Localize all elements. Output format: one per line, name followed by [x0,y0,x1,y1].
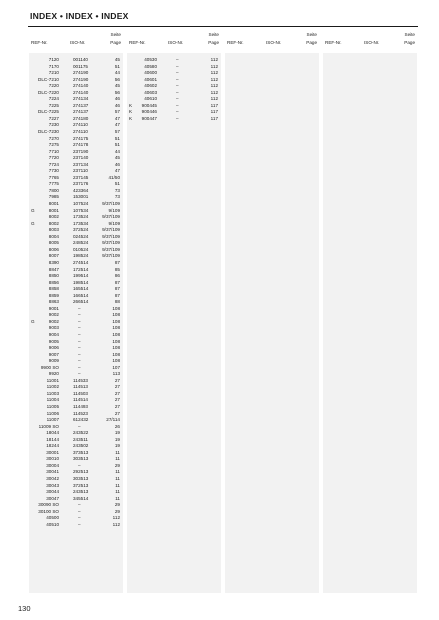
row-ref-number: 7210 [48,70,59,76]
row-ref-number: 11002 [46,384,59,390]
row-ref-number: 900446 [141,109,157,115]
row-page: 51 [114,135,120,141]
row-ref-number: 9009 [48,358,59,364]
row-ref-number: 7120 [48,57,59,62]
row-ref-number: 18044 [46,430,59,436]
row-prefix: G [31,207,35,213]
row-iso-number: – [78,423,81,429]
row-iso-number: – [78,502,81,508]
row-page: 73 [114,194,120,200]
row-ref-number: 30047 [46,495,59,501]
row-ref-number: 9002 [48,312,59,318]
row-iso-number: 274140 [73,89,89,95]
column-panel [225,53,319,593]
row-iso-number: 114493 [73,403,88,409]
row-iso-number: 173524 [73,214,89,220]
row-page: 45 [114,155,120,161]
row-iso-number: 237140 [73,155,89,161]
row-iso-number: – [176,89,179,95]
header-seite: Seite [110,32,121,37]
row-iso-number: 010524 [73,246,89,252]
row-ref-number: 11003 [46,390,59,396]
row-ref-number: 8005 [48,240,59,246]
row-page: 29 [114,502,120,508]
row-page: 112 [112,521,120,527]
row-ref-number: 8850 [48,273,59,279]
row-page: 11 [115,482,120,488]
row-page: 27 [114,397,120,403]
row-ref-number: 11001 [46,377,59,383]
row-iso-number: 199514 [73,273,89,279]
row-ref-number: 9002 [48,318,59,324]
row-iso-number: 274137 [73,109,89,115]
row-prefix: G [31,318,35,324]
row-iso-number: 237145 [73,174,89,180]
row-iso-number: – [78,312,81,318]
page-number: 130 [18,604,31,613]
row-page: 87 [114,259,120,265]
row-ref-number: 7724 [48,161,59,167]
row-ref-number: 30041 [46,469,59,475]
row-prefix: K [129,109,133,115]
row-ref-number: 9900 SO [40,364,59,370]
row-page: 46 [114,102,120,108]
row-page: 108 [112,331,120,337]
column-header [28,31,124,49]
row-ref-number: 7710 [48,148,59,154]
row-page: 51 [114,181,120,187]
row-ref-number: 7230 [48,122,59,128]
row-iso-number: 107534 [73,207,89,213]
row-page: 11 [115,469,120,475]
row-iso-number: 274190 [73,70,89,76]
row-page: 108 [112,351,120,357]
row-iso-number: 114523 [73,410,88,416]
column-header [224,31,320,49]
column-panel [127,53,221,593]
row-iso-number: – [176,102,179,108]
column-panel [323,53,417,593]
row-ref-number: 9003 [48,325,59,331]
row-iso-number: – [176,63,179,69]
row-iso-number: 243511 [73,436,88,442]
row-page: 108 [112,325,120,331]
row-page: 9/37/109 [102,214,120,220]
row-ref-number: 9006 [48,345,59,351]
row-iso-number: 274514 [73,259,89,265]
row-ref-number: 40600 [144,70,157,76]
row-ref-number: 40603 [144,89,157,95]
row-iso-number: 107524 [73,201,89,207]
row-page: 112 [112,515,120,521]
row-ref-number: 30004 [46,462,59,468]
row-ref-number: 7985 [48,194,59,200]
row-iso-number: 237176 [73,181,89,187]
row-ref-number: 40602 [144,83,157,89]
row-page: 108 [112,338,120,344]
row-page: 11 [115,449,120,455]
row-ref-number: 7224 [48,96,59,102]
row-ref-number: 30043 [46,482,59,488]
row-ref-number: 30042 [46,476,59,481]
row-page: 112 [210,89,218,95]
row-iso-number: 165514 [73,286,89,292]
row-ref-number: 900445 [141,102,157,108]
row-iso-number: 274180 [73,115,89,121]
row-page: 9/37/109 [102,253,120,259]
header-seite: Seite [404,32,415,37]
row-page: 19 [114,436,120,442]
row-page: 9/37/109 [102,233,120,239]
row-page: 51 [114,142,120,148]
row-page: 85 [114,266,120,272]
row-iso-number: – [176,96,179,102]
row-ref-number: DLC-7210 [38,76,59,82]
row-page: 11 [115,489,120,495]
row-page: 87 [114,292,120,298]
row-page: 112 [210,70,218,76]
row-page: 46 [114,161,120,167]
row-iso-number: – [176,76,179,82]
header-iso: ISO-Nr. [70,40,86,45]
index-title: INDEX • INDEX • INDEX [30,11,129,21]
row-iso-number: – [78,318,81,324]
row-ref-number: 30090 SO [38,502,59,508]
row-ref-number: 11005 [46,403,59,409]
row-iso-number: 243522 [73,430,89,436]
row-iso-number: – [176,115,179,121]
row-ref-number: 7275 [48,142,59,148]
row-page: 108 [112,305,120,311]
row-iso-number: – [78,351,81,357]
row-prefix: G [31,220,35,226]
row-page: 112 [210,57,218,62]
row-iso-number: 292513 [73,469,89,475]
row-page: 9/37/109 [102,246,120,252]
row-page: 56 [114,76,120,82]
row-page: 11 [115,456,120,462]
row-ref-number: 7730 [48,168,59,174]
row-iso-number: – [78,515,81,521]
row-iso-number: 423364 [73,187,89,193]
row-page: 87 [114,286,120,292]
row-page: 112 [210,76,218,82]
row-page: 117 [210,115,218,121]
row-ref-number: 8007 [48,253,59,259]
row-ref-number: 8863 [48,299,59,305]
row-page: 27 [114,377,120,383]
row-ref-number: 30100 SO [38,508,59,514]
column-header [126,31,222,49]
row-iso-number: 114533 [73,377,88,383]
row-iso-number: 274137 [73,102,89,108]
row-ref-number: 8006 [48,246,59,252]
row-iso-number: – [176,57,179,62]
row-page: 27 [114,410,120,416]
column-header [322,31,418,49]
row-iso-number: 237190 [73,148,89,154]
row-ref-number: DLC-7230 [38,129,59,135]
row-ref-number: 9005 [48,338,59,344]
row-prefix: K [129,102,133,108]
row-ref-number: 8856 [48,279,59,285]
row-ref-number: DLC-7220 [38,89,59,95]
row-page: 112 [210,96,218,102]
row-iso-number: 166514 [73,292,89,298]
row-page: 45 [114,57,120,62]
row-page: 19 [114,443,120,449]
row-page: 9/109 [108,207,120,213]
row-page: 11 [115,495,120,501]
row-iso-number: 114513 [73,384,88,390]
row-ref-number: 30010 [46,456,59,462]
row-iso-number: – [78,305,81,311]
row-page: 73 [114,187,120,193]
header-ref: REF-Nr. [325,40,342,45]
header-seite: Seite [306,32,317,37]
row-iso-number: 001175 [73,63,88,69]
row-ref-number: 8858 [48,286,59,292]
row-page: 9/37/109 [102,240,120,246]
row-ref-number: 11009 SO [38,423,59,429]
row-iso-number: 237134 [73,161,89,167]
row-iso-number: 274134 [73,96,89,102]
row-ref-number: 9004 [48,331,59,337]
row-iso-number: – [78,358,81,364]
index-column [28,57,124,528]
row-ref-number: 7170 [48,63,59,69]
row-ref-number: 18244 [46,443,59,449]
row-page: 27 [114,390,120,396]
row-ref-number: DLC-7225 [38,109,59,115]
row-iso-number: 274190 [73,76,89,82]
row-ref-number: 11006 [46,410,59,416]
row-page: 108 [112,358,120,364]
row-iso-number: 345514 [73,495,89,501]
row-page: 27 [114,384,120,390]
row-iso-number: – [176,83,179,89]
row-page: 47 [114,122,120,128]
row-ref-number: 40580 [144,63,157,69]
row-page: 41/50 [108,174,120,180]
row-ref-number: 40530 [144,57,157,62]
row-ref-number: 40500 [46,515,59,521]
row-page: 86 [114,273,120,279]
row-ref-number: 7800 [48,187,59,193]
row-iso-number: – [78,508,81,514]
row-page: 29 [114,508,120,514]
row-ref-number: 18144 [46,436,59,442]
row-page: 108 [112,312,120,318]
row-ref-number: 7227 [48,115,59,121]
row-iso-number: 274175 [73,135,89,141]
row-ref-number: 7270 [48,135,59,141]
header-ref: REF-Nr. [227,40,244,45]
row-iso-number: – [78,338,81,344]
row-ref-number: 7775 [48,181,59,187]
row-iso-number: 274140 [73,83,89,89]
row-iso-number: 612432 [73,417,89,423]
row-iso-number: 114514 [73,397,88,403]
row-ref-number: 11007 [46,417,59,423]
index-row [126,116,222,123]
row-page: 56 [114,89,120,95]
row-iso-number: 243502 [73,443,89,449]
row-page: 11 [115,476,120,481]
header-page: Page [208,40,219,45]
row-ref-number: 9001 [48,305,59,311]
row-iso-number: – [78,331,81,337]
row-ref-number: 8004 [48,233,59,239]
row-iso-number: 198514 [73,279,89,285]
row-iso-number: 303513 [73,476,89,481]
row-page: 47 [114,115,120,121]
row-page: 88 [114,299,120,305]
row-page: 113 [112,371,120,377]
row-ref-number: 8003 [48,227,59,233]
row-iso-number: 172514 [73,266,89,272]
header-iso: ISO-Nr. [168,40,184,45]
header-ref: REF-Nr. [129,40,146,45]
index-row [28,522,124,529]
row-page: 29 [114,462,120,468]
header-iso: ISO-Nr. [266,40,282,45]
header-page: Page [404,40,415,45]
row-ref-number: 8001 [48,207,59,213]
row-ref-number: 40610 [144,96,157,102]
row-iso-number: 173534 [73,220,89,226]
index-column [126,57,222,122]
row-ref-number: 30001 [46,449,59,455]
row-iso-number: 198524 [73,253,89,259]
row-page: 19 [114,430,120,436]
row-ref-number: 8001 [48,201,59,207]
row-page: 112 [210,63,218,69]
row-page: 44 [114,148,120,154]
row-iso-number: 274110 [73,129,88,135]
row-ref-number: 40601 [144,76,157,82]
row-page: 26 [114,423,120,429]
row-iso-number: 114503 [73,390,88,396]
row-page: 108 [112,345,120,351]
row-page: 51 [114,63,120,69]
row-ref-number: 11004 [46,397,59,403]
row-ref-number: 8859 [48,292,59,298]
row-page: 117 [210,102,218,108]
row-iso-number: 372524 [73,227,89,233]
row-page: 57 [114,109,120,115]
row-ref-number: 7220 [48,83,59,89]
row-iso-number: – [176,109,179,115]
header-iso: ISO-Nr. [364,40,380,45]
header-seite: Seite [208,32,219,37]
row-ref-number: 7720 [48,155,59,161]
row-ref-number: 7765 [48,174,59,180]
row-iso-number: 266514 [73,299,89,305]
row-ref-number: 8002 [48,220,59,226]
row-ref-number: 8390 [48,259,59,265]
row-page: 87 [114,279,120,285]
row-page: 117 [210,109,218,115]
row-ref-number: 40510 [46,521,59,527]
row-iso-number: – [78,345,81,351]
header-page: Page [110,40,121,45]
row-page: 9/37/109 [102,201,120,207]
row-page: 27/114 [106,417,120,423]
row-iso-number: 024524 [73,233,89,239]
row-iso-number: 373513 [73,449,89,455]
row-ref-number: 9007 [48,351,59,357]
row-iso-number: 372513 [73,482,89,488]
row-page: 107 [112,364,120,370]
row-iso-number: 153001 [73,194,89,200]
row-iso-number: 303513 [73,456,89,462]
row-iso-number: – [78,521,81,527]
row-page: 9/37/109 [102,227,120,233]
row-page: 27 [114,403,120,409]
row-iso-number: – [78,364,81,370]
row-page: 108 [112,318,120,324]
row-page: 45 [114,83,120,89]
row-iso-number: 243513 [73,489,89,495]
row-ref-number: 8847 [48,266,59,272]
row-page: 47 [114,168,120,174]
row-page: 44 [114,70,120,76]
row-iso-number: 001140 [73,57,88,62]
row-iso-number: – [176,70,179,76]
row-iso-number: – [78,462,81,468]
row-iso-number: – [78,371,81,377]
index-title-bar [28,10,418,27]
row-iso-number: 274178 [73,142,89,148]
row-ref-number: 900447 [141,115,157,121]
row-ref-number: 8002 [48,214,59,220]
row-prefix: K [129,115,133,121]
row-page: 112 [210,83,218,89]
row-iso-number: 274110 [73,122,88,128]
row-ref-number: 30044 [46,489,59,495]
row-iso-number: – [78,325,81,331]
row-ref-number: 7225 [48,102,59,108]
row-iso-number: 237110 [73,168,88,174]
row-ref-number: 9920 [48,371,59,377]
row-page: 57 [114,129,120,135]
row-iso-number: 248524 [73,240,89,246]
header-page: Page [306,40,317,45]
row-page: 46 [114,96,120,102]
row-page: 9/109 [108,220,120,226]
header-ref: REF-Nr. [31,40,48,45]
